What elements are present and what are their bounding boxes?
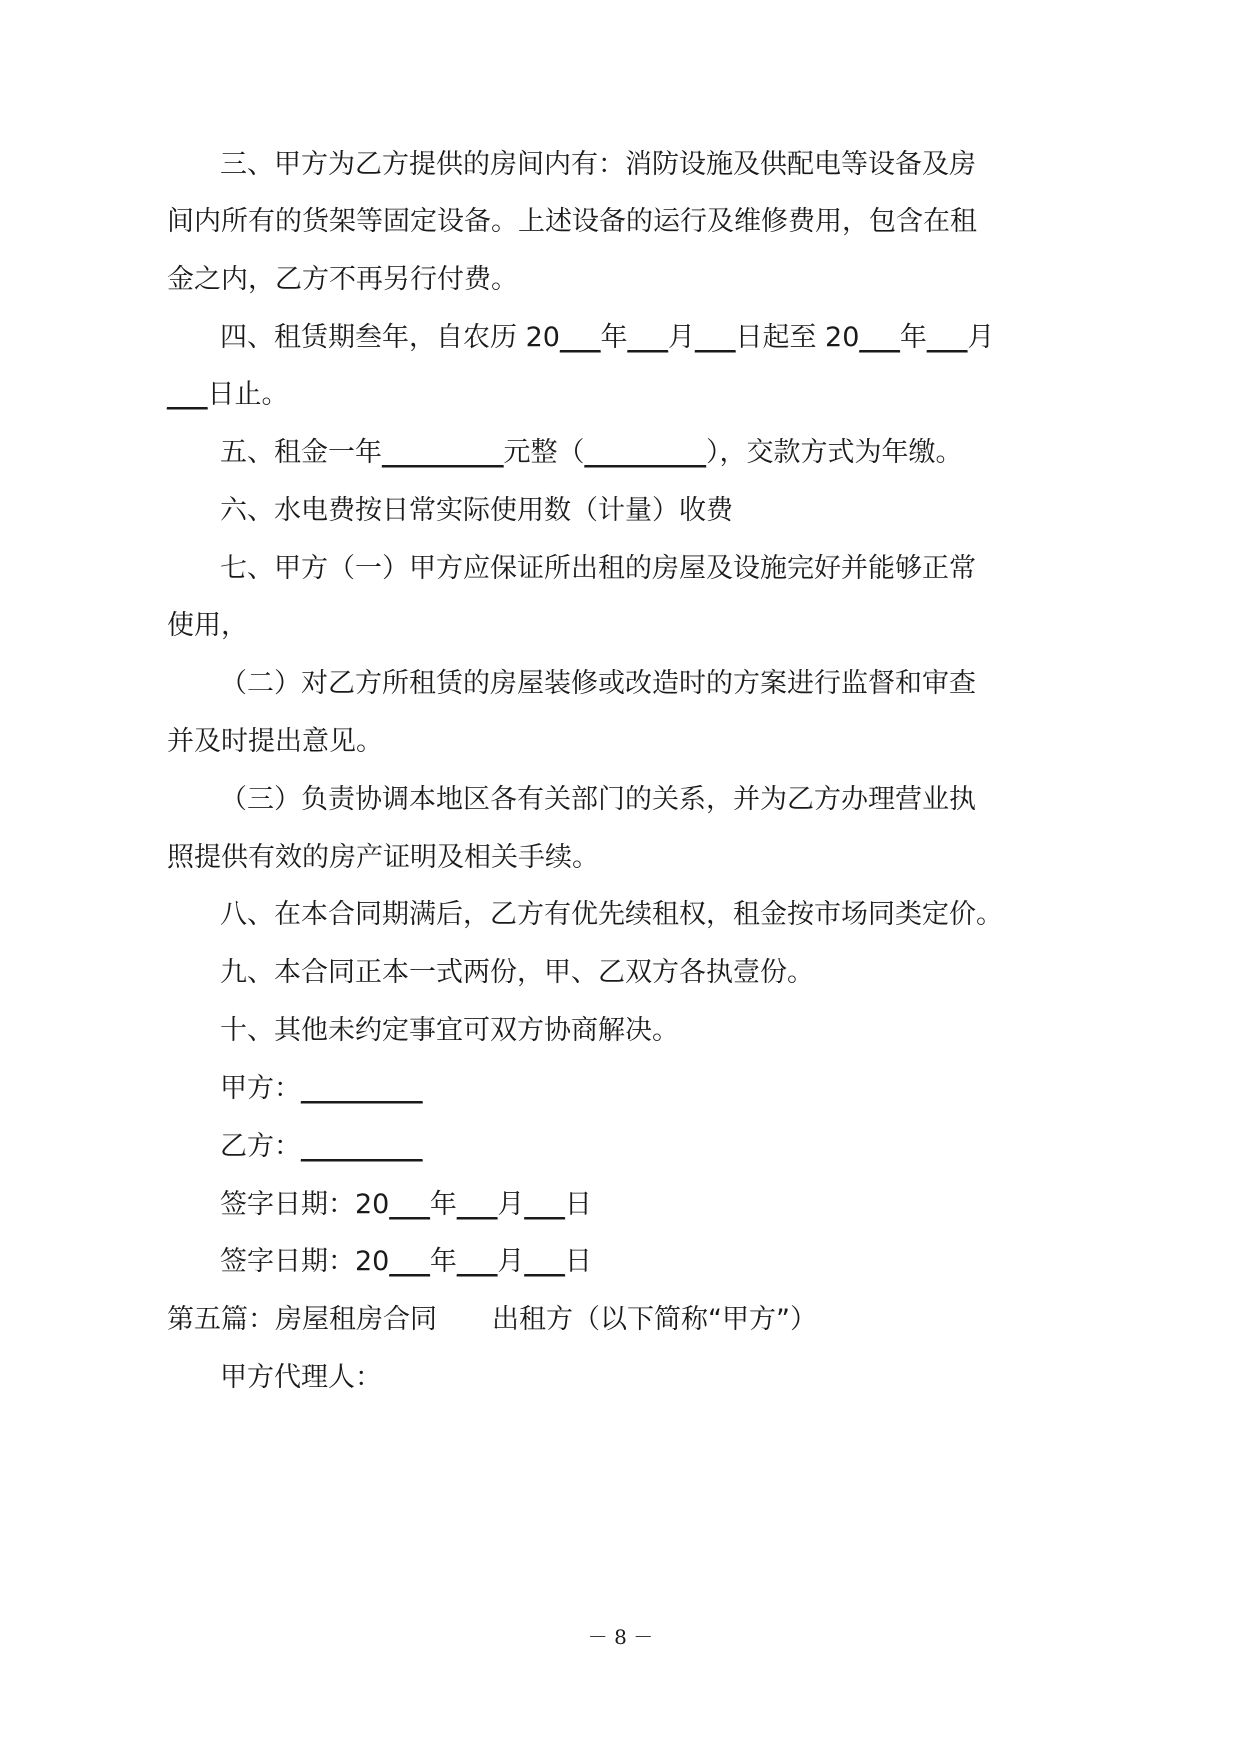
blank-field: ___ — [694, 322, 736, 353]
blank-field: ___ — [926, 322, 968, 353]
blank-field: ___ — [389, 1246, 430, 1277]
blank-field: _________ — [382, 437, 504, 468]
blank-field: ___ — [389, 1189, 430, 1220]
section-heading: 第五篇：房屋租房合同 出租方（以下简称“甲方”） — [167, 1304, 817, 1335]
text-line: 八、在本合同期满后，乙方有优先续租权，租金按市场同类定价。 — [220, 899, 1003, 930]
lease-term-line: 四、租赁期叁年，自农历 20___年___月___日起至 20___年___月 — [220, 322, 995, 353]
text-line: 三、甲方为乙方提供的房间内有：消防设施及供配电等设备及房 — [220, 149, 976, 180]
sign-date-line: 签字日期：20___年___月___日 — [220, 1246, 592, 1277]
blank-field: ___ — [456, 1246, 498, 1277]
blank-field: ___ — [859, 322, 900, 353]
page-number: － 8 － — [587, 1625, 654, 1649]
blank-field: _________ — [301, 1073, 423, 1104]
text-line: 并及时提出意见。 — [167, 726, 383, 757]
text-line: （二）对乙方所租赁的房屋装修或改造时的方案进行监督和审查 — [220, 668, 976, 699]
blank-field: _________ — [301, 1131, 423, 1162]
text-line: （三）负责协调本地区各有关部门的关系，并为乙方办理营业执 — [220, 784, 976, 815]
text-line: 七、甲方（一）甲方应保证所出租的房屋及设施完好并能够正常 — [220, 553, 976, 584]
party-b-signature-line: 乙方：_________ — [220, 1131, 423, 1162]
rent-line: 五、租金一年_________元整（_________），交款方式为年缴。 — [220, 437, 963, 468]
blank-field: ___ — [167, 379, 208, 410]
text-line: 甲方代理人： — [220, 1362, 382, 1393]
text-line: 间内所有的货架等固定设备。上述设备的运行及维修费用，包含在租 — [167, 206, 977, 237]
party-a-signature-line: 甲方：_________ — [220, 1073, 423, 1104]
text-line: 九、本合同正本一式两份，甲、乙双方各执壹份。 — [220, 957, 814, 988]
text-line: 照提供有效的房产证明及相关手续。 — [167, 842, 599, 873]
text-line: 金之内，乙方不再另行付费。 — [167, 264, 518, 295]
blank-field: _________ — [584, 437, 706, 468]
blank-field: ___ — [456, 1189, 498, 1220]
blank-field: ___ — [559, 322, 601, 353]
text-line: 十、其他未约定事宜可双方协商解决。 — [220, 1015, 679, 1046]
blank-field: ___ — [627, 322, 668, 353]
text-line: 使用， — [167, 610, 248, 641]
text-line: 六、水电费按日常实际使用数（计量）收费 — [220, 495, 733, 526]
sign-date-line: 签字日期：20___年___月___日 — [220, 1189, 592, 1220]
text-line: ___日止。 — [167, 379, 289, 410]
blank-field: ___ — [524, 1189, 565, 1220]
blank-field: ___ — [524, 1246, 565, 1277]
